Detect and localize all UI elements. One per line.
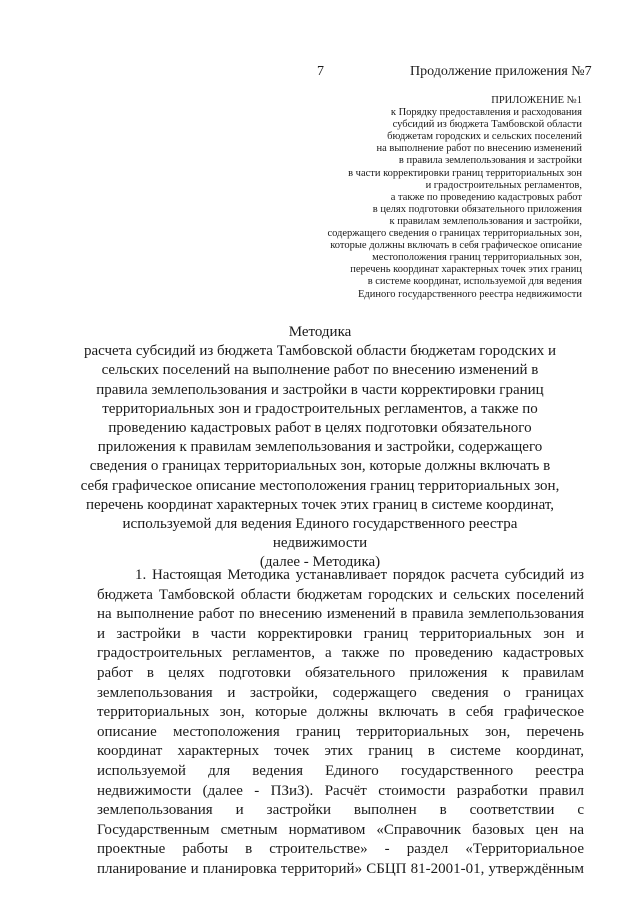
paragraph-line: бюджета Тамбовской области бюджетам городских и сельских поселений bbox=[97, 586, 584, 603]
document-title bbox=[80, 323, 560, 573]
page-number: 7 bbox=[317, 64, 324, 79]
title-abbreviation: (далее - Методика) bbox=[259, 554, 381, 571]
title-line: проведению кадастровых работ в целях подготовки обязательного bbox=[108, 420, 532, 437]
paragraph-line: используемой для ведения Единого государственного реестра bbox=[97, 762, 584, 779]
appendix-line: бюджетам городских и сельских поселений bbox=[387, 131, 582, 143]
paragraph-line: землепользования и застройки, содержащего сведения о границах bbox=[97, 684, 584, 701]
paragraph-line: на выполнение работ по внесению изменений в правила землепользования bbox=[97, 606, 584, 623]
appendix-line: на выполнение работ по внесению изменений bbox=[376, 143, 582, 155]
paragraph-line: землепользования и застройки выполнен в соответствии с bbox=[97, 802, 584, 819]
appendix-line: местоположения границ территориальных зон, bbox=[372, 252, 582, 264]
paragraph-line: работ в целях подготовки обязательного приложения к правилам bbox=[97, 664, 584, 681]
paragraph-line: 1. Настоящая Методика устанавливает порядок расчета субсидий из bbox=[135, 567, 584, 583]
appendix-line: в системе координат, используемой для ведения bbox=[367, 276, 582, 288]
appendix-line: перечень координат характерных точек этих границ bbox=[350, 264, 582, 276]
appendix-line: субсидий из бюджета Тамбовской области bbox=[392, 119, 582, 131]
continuation-header: Продолжение приложения №7 bbox=[410, 64, 592, 79]
appendix-line: в части корректировки границ территориальных зон bbox=[348, 167, 582, 179]
paragraph-line: координат характерных точек этих границ в системе координат, bbox=[97, 743, 584, 760]
title-line: используемой для ведения Единого государственного реестра bbox=[122, 516, 518, 533]
title-line: правила землепользования и застройки в части корректировки границ bbox=[96, 381, 544, 398]
title-line: сельских поселений на выполнение работ по внесению изменений в bbox=[101, 362, 539, 379]
appendix-line: и градостроительных регламентов, bbox=[425, 179, 582, 191]
title-line: себя графическое описание местоположения границ территориальных зон, bbox=[80, 477, 560, 494]
appendix-line: которые должны включать в себя графическое описание bbox=[330, 240, 582, 252]
title-line: сведения о границах территориальных зон, которые должны включать в bbox=[89, 458, 551, 475]
paragraph-line: планирование и планировка территорий» СБЦП 81-2001-01, утверждённым bbox=[97, 860, 584, 877]
paragraph-line: территориальных зон, которые должны включать в себя графическое bbox=[97, 704, 584, 721]
appendix-heading: ПРИЛОЖЕНИЕ №1 bbox=[491, 95, 582, 106]
title-line: приложения к правилам землепользования и застройки, содержащего bbox=[97, 439, 543, 456]
title-line: перечень координат характерных точек этих границ в системе координат, bbox=[85, 496, 555, 513]
paragraph-line: и застройки в части корректировки границ территориальных зон и bbox=[97, 625, 584, 642]
paragraph-line: Государственным сметным нормативом «Справочник базовых цен на bbox=[97, 821, 584, 838]
appendix-line: к правилам землепользования и застройки, bbox=[389, 215, 582, 227]
paragraph-line: описание местоположения границ территориальных зон, перечень bbox=[97, 723, 584, 740]
appendix-line: в целях подготовки обязательного приложения bbox=[372, 203, 582, 215]
paragraph-line: проектные работы в строительстве» - раздел «Территориальное bbox=[97, 841, 584, 858]
appendix-line: Единого государственного реестра недвижимости bbox=[357, 288, 582, 300]
appendix-line: а также по проведению кадастровых работ bbox=[390, 191, 582, 203]
title-line: территориальных зон и градостроительных регламентов, а также по bbox=[102, 400, 538, 417]
paragraph-line: градостроительных регламентов, а также по проведению кадастровых bbox=[97, 645, 584, 662]
appendix-line: к Порядку предоставления и расходования bbox=[390, 107, 582, 119]
title-line: недвижимости bbox=[272, 535, 368, 552]
title-line: расчета субсидий из бюджета Тамбовской области бюджетам городских и bbox=[83, 343, 557, 360]
paragraph-line: недвижимости (далее - ПЗиЗ). Расчёт стоимости разработки правил bbox=[97, 782, 584, 799]
title-heading: Методика bbox=[288, 324, 352, 340]
appendix-line: содержащего сведения о границах территориальных зон, bbox=[327, 228, 582, 240]
body-paragraph bbox=[97, 566, 584, 880]
appendix-line: в правила землепользования и застройки bbox=[398, 155, 582, 167]
appendix-block bbox=[282, 95, 582, 301]
